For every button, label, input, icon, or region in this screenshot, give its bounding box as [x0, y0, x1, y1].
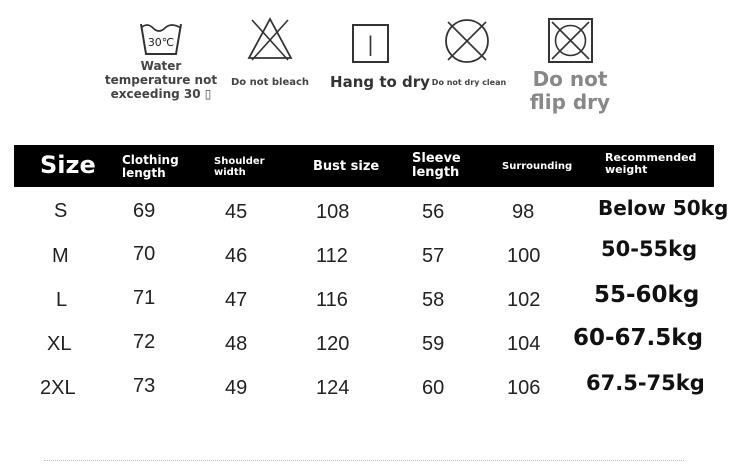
cell-weight: 60-67.5kg — [573, 325, 704, 351]
no-bleach-label: Do not bleach — [230, 77, 310, 88]
header-sleeve-length: Sleeve length — [412, 151, 461, 181]
cell-size: S — [54, 200, 68, 222]
cell-surrounding: 102 — [507, 289, 541, 311]
cell-surrounding: 98 — [512, 201, 535, 223]
cell-bust-size: 112 — [316, 245, 348, 267]
cell-sleeve-length: 59 — [422, 333, 445, 355]
cell-size: L — [56, 289, 68, 311]
cell-clothing-length: 69 — [133, 200, 156, 222]
wash-30-icon — [138, 18, 184, 58]
header-bust-size: Bust size — [313, 159, 380, 174]
hang-dry-icon — [352, 24, 390, 64]
no-tumble-dry-icon — [548, 18, 594, 64]
cell-size: 2XL — [40, 377, 76, 399]
water-temp-label: Water temperature not exceeding 30 ▯ — [104, 59, 218, 101]
cell-bust-size: 120 — [316, 333, 350, 355]
no-dry-clean-icon — [442, 16, 492, 66]
cell-clothing-length: 71 — [133, 287, 156, 309]
header-size: Size — [40, 151, 96, 179]
cell-sleeve-length: 58 — [422, 289, 445, 311]
cell-shoulder-width: 47 — [225, 289, 248, 311]
cell-bust-size: 124 — [316, 377, 350, 399]
hang-dry-label: Hang to dry — [330, 73, 430, 91]
cell-clothing-length: 72 — [133, 331, 156, 353]
cell-size: XL — [47, 333, 72, 355]
cell-surrounding: 100 — [507, 245, 541, 267]
table-divider — [44, 460, 684, 461]
no-flip-dry-label: Do not flip dry — [529, 67, 611, 114]
cell-clothing-length: 70 — [133, 243, 156, 265]
header-shoulder-width: Shoulder width — [214, 156, 265, 178]
cell-weight: 67.5-75kg — [586, 371, 705, 395]
cell-weight: 55-60kg — [594, 282, 700, 308]
cell-bust-size: 116 — [316, 289, 348, 311]
cell-weight: 50-55kg — [601, 237, 698, 261]
cell-shoulder-width: 46 — [225, 245, 248, 267]
no-dry-clean-label: Do not dry clean — [431, 78, 507, 87]
cell-sleeve-length: 56 — [422, 201, 445, 223]
cell-bust-size: 108 — [316, 201, 350, 223]
cell-sleeve-length: 57 — [422, 245, 445, 267]
hang-symbol: | — [367, 32, 374, 56]
cell-clothing-length: 73 — [133, 375, 156, 397]
cell-shoulder-width: 45 — [225, 201, 248, 223]
cell-surrounding: 106 — [507, 377, 541, 399]
cell-shoulder-width: 48 — [225, 333, 248, 355]
header-recommended-weight: Recommended weight — [605, 151, 697, 177]
cell-surrounding: 104 — [507, 333, 541, 355]
cell-weight: Below 50kg — [598, 196, 729, 220]
cell-size: M — [52, 245, 69, 267]
header-clothing-length: Clothing length — [122, 153, 179, 181]
no-bleach-icon — [246, 16, 294, 62]
wash-temp-symbol: 30℃ — [147, 36, 175, 49]
cell-sleeve-length: 60 — [422, 377, 445, 399]
cell-shoulder-width: 49 — [225, 377, 248, 399]
header-surrounding: Surrounding — [502, 161, 573, 172]
